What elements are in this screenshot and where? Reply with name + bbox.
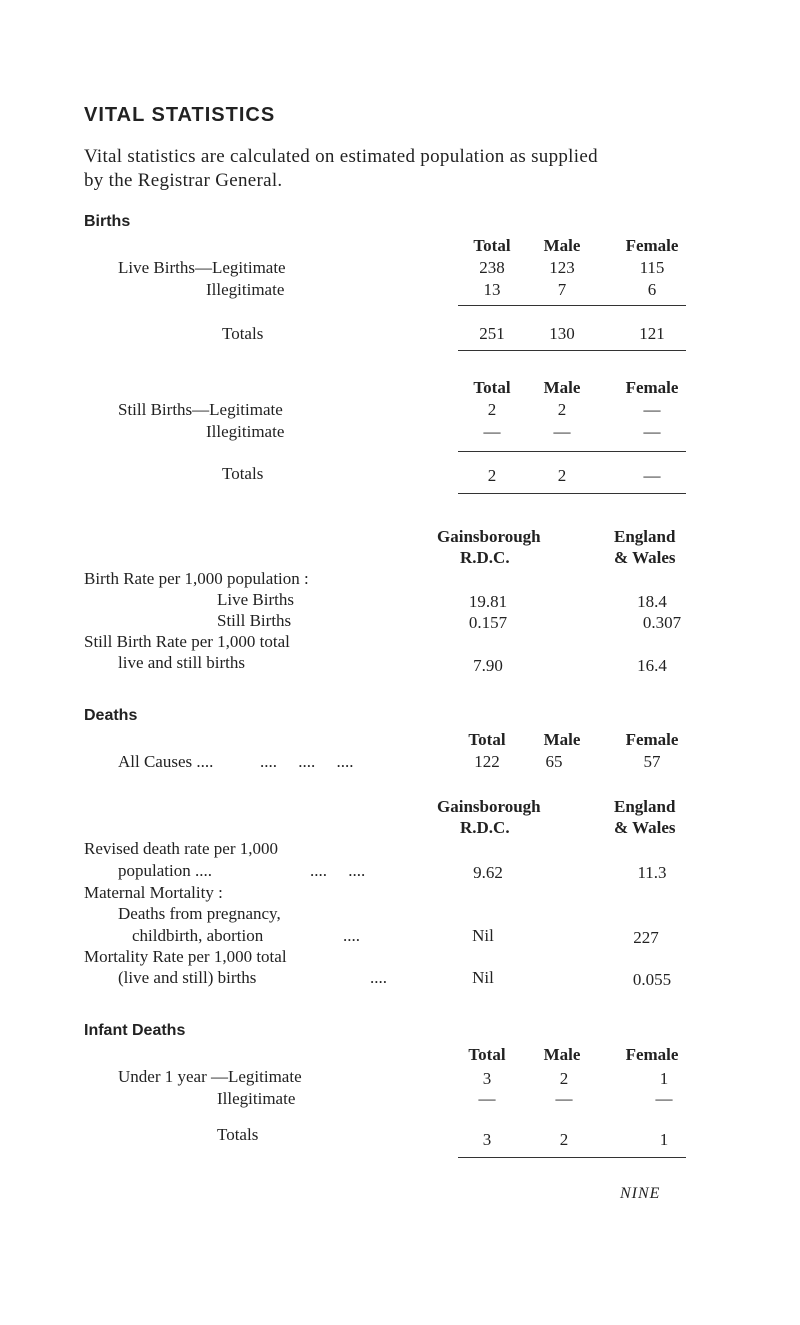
still-birth-rate-line2: live and still births — [118, 653, 246, 672]
births-still-illegit-female: — — [643, 422, 661, 441]
maternal-gainsborough: Nil — [472, 926, 494, 945]
births-still-header-total: Total — [473, 378, 511, 397]
births-still-rule-top — [458, 451, 686, 452]
births-live-header-female: Female — [625, 236, 679, 255]
page-footer-number: NINE — [620, 1185, 661, 1202]
maternal-line3: childbirth, abortion — [132, 926, 264, 945]
births-rates-col2-line2: & Wales — [614, 548, 676, 567]
deaths-rates-col1-line2: R.D.C. — [460, 818, 510, 837]
births-live-legit-total: 238 — [479, 258, 505, 277]
births-live-totals-female: 121 — [639, 324, 665, 343]
birth-rate-live-label: Live Births — [217, 590, 294, 609]
births-still-illegit-total: — — [483, 422, 501, 441]
infant-header-male: Male — [543, 1045, 581, 1064]
intro-line-2: by the Registrar General. — [84, 170, 283, 191]
revised-rate-england: 11.3 — [637, 863, 667, 882]
births-still-totals-label: Totals — [222, 464, 264, 483]
infant-illegit-male: — — [555, 1089, 573, 1108]
deaths-rates-col2-line1: England — [614, 797, 676, 816]
birth-rate-title: Birth Rate per 1,000 population : — [84, 569, 309, 588]
infant-legit-female: 1 — [659, 1069, 669, 1088]
infant-totals-total: 3 — [482, 1130, 492, 1149]
maternal-line1: Maternal Mortality : — [84, 883, 223, 902]
infant-illegit-total: — — [478, 1089, 496, 1108]
births-still-totals-total: 2 — [487, 466, 497, 485]
births-live-rule-top — [458, 305, 686, 306]
maternal-line2: Deaths from pregnancy, — [118, 904, 281, 923]
mortality-dots: .... — [370, 968, 387, 987]
still-birth-rate-gainsborough: 7.90 — [473, 656, 503, 675]
births-live-illegit-total: 13 — [483, 280, 501, 299]
births-still-legit-total: 2 — [487, 400, 497, 419]
deaths-rates-col1-line1: Gainsborough — [437, 797, 541, 816]
births-live-illegit-female: 6 — [647, 280, 657, 299]
maternal-dots: .... — [343, 926, 360, 945]
revised-rate-line2: population .... — [118, 861, 212, 880]
births-live-illegit-male: 7 — [557, 280, 567, 299]
births-still-illegit-male: — — [553, 422, 571, 441]
births-still-illegit-label: Illegitimate — [206, 422, 285, 441]
births-rates-col1-line1: Gainsborough — [437, 527, 541, 546]
births-still-legit-male: 2 — [557, 400, 567, 419]
births-still-totals-male: 2 — [557, 466, 567, 485]
births-live-rule-bottom — [458, 350, 686, 351]
revised-rate-gainsborough: 9.62 — [473, 863, 503, 882]
maternal-england: 227 — [633, 928, 659, 947]
infant-heading: Infant Deaths — [84, 1022, 186, 1039]
birth-rate-still-label: Still Births — [217, 611, 292, 630]
deaths-header-male: Male — [543, 730, 581, 749]
births-rates-col2-line1: England — [614, 527, 676, 546]
infant-illegit-label: Illegitimate — [217, 1089, 296, 1108]
births-live-header-male: Male — [543, 236, 581, 255]
births-live-legit-label: Live Births—Legitimate — [118, 258, 286, 277]
mortality-england: 0.055 — [632, 970, 672, 989]
mortality-line1: Mortality Rate per 1,000 total — [84, 947, 287, 966]
deaths-header-total: Total — [468, 730, 506, 749]
all-causes-male: 65 — [545, 752, 563, 771]
birth-rate-still-gainsborough: 0.157 — [468, 613, 508, 632]
page-title: VITAL STATISTICS — [84, 104, 276, 126]
birth-rate-live-england: 18.4 — [637, 592, 667, 611]
still-birth-rate-line1: Still Birth Rate per 1,000 total — [84, 632, 290, 651]
birth-rate-live-gainsborough: 19.81 — [468, 592, 508, 611]
infant-totals-male: 2 — [559, 1130, 569, 1149]
births-still-legit-label: Still Births—Legitimate — [118, 400, 283, 419]
mortality-gainsborough: Nil — [472, 968, 494, 987]
births-live-header-total: Total — [473, 236, 511, 255]
births-live-totals-male: 130 — [549, 324, 575, 343]
births-live-totals-total: 251 — [479, 324, 505, 343]
births-live-legit-female: 115 — [639, 258, 665, 277]
births-still-legit-female: — — [643, 400, 661, 419]
infant-legit-label: Under 1 year —Legitimate — [118, 1067, 302, 1086]
all-causes-dots: .... .... .... — [260, 752, 354, 771]
infant-legit-male: 2 — [559, 1069, 569, 1088]
deaths-header-female: Female — [625, 730, 679, 749]
infant-header-total: Total — [468, 1045, 506, 1064]
deaths-heading: Deaths — [84, 707, 138, 724]
births-heading: Births — [84, 213, 131, 230]
births-live-totals-label: Totals — [222, 324, 264, 343]
infant-illegit-female: — — [655, 1089, 673, 1108]
infant-legit-total: 3 — [482, 1069, 492, 1088]
revised-rate-dots: .... .... — [310, 861, 366, 880]
all-causes-female: 57 — [643, 752, 661, 771]
births-rates-col1-line2: R.D.C. — [460, 548, 510, 567]
births-still-totals-female: — — [643, 466, 661, 485]
births-live-illegit-label: Illegitimate — [206, 280, 285, 299]
all-causes-total: 122 — [474, 752, 500, 771]
infant-totals-female: 1 — [659, 1130, 669, 1149]
births-still-header-male: Male — [543, 378, 581, 397]
infant-header-female: Female — [625, 1045, 679, 1064]
births-still-rule-bottom — [458, 493, 686, 494]
revised-rate-line1: Revised death rate per 1,000 — [84, 839, 279, 858]
births-still-header-female: Female — [625, 378, 679, 397]
births-live-legit-male: 123 — [549, 258, 575, 277]
all-causes-label: All Causes .... — [118, 752, 214, 771]
intro-line-1: Vital statistics are calculated on estimated population as supplied — [84, 146, 598, 167]
mortality-line2: (live and still) births — [118, 968, 257, 987]
birth-rate-still-england: 0.307 — [642, 613, 682, 632]
infant-totals-rule — [458, 1157, 686, 1158]
infant-totals-label: Totals — [217, 1125, 259, 1144]
deaths-rates-col2-line2: & Wales — [614, 818, 676, 837]
still-birth-rate-england: 16.4 — [637, 656, 667, 675]
